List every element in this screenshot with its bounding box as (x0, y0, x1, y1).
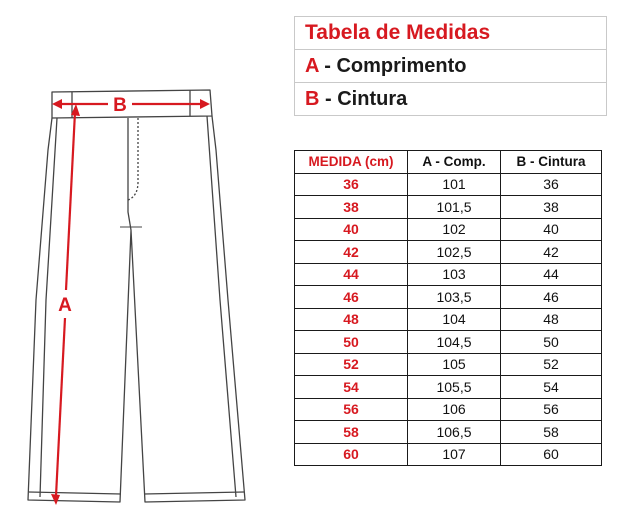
size-table-header (295, 151, 602, 174)
cell-waist: 38 (501, 196, 602, 219)
legend-title: Tabela de Medidas (295, 17, 607, 50)
cell-length: 103 (408, 263, 501, 286)
hem-right (144, 492, 244, 494)
label-a: A (58, 295, 72, 316)
cell-waist: 40 (501, 218, 602, 241)
cell-waist: 56 (501, 398, 602, 421)
table-row (295, 331, 602, 354)
cell-waist: 52 (501, 353, 602, 376)
table-row (295, 286, 602, 309)
table-row (295, 241, 602, 264)
fly (128, 118, 131, 230)
size-table (294, 150, 602, 466)
legend-row-b (295, 83, 607, 116)
cell-size: 56 (295, 398, 408, 421)
table-row (295, 398, 602, 421)
cell-size: 42 (295, 241, 408, 264)
cell-length: 104,5 (408, 331, 501, 354)
cell-waist: 50 (501, 331, 602, 354)
cell-size: 60 (295, 443, 408, 466)
cell-length: 101,5 (408, 196, 501, 219)
legend-letter-a: A (305, 54, 319, 77)
cell-size: 52 (295, 353, 408, 376)
cell-waist: 46 (501, 286, 602, 309)
cell-size: 58 (295, 421, 408, 444)
cell-size: 44 (295, 263, 408, 286)
cell-size: 48 (295, 308, 408, 331)
table-row (295, 263, 602, 286)
table-row (295, 421, 602, 444)
legend-letter-b: B (305, 87, 320, 110)
fly-stitch (128, 118, 138, 200)
pants-diagram (0, 0, 270, 522)
legend-text-b: - Cintura (319, 87, 408, 110)
label-b: B (113, 95, 127, 116)
cell-waist: 48 (501, 308, 602, 331)
cell-waist: 36 (501, 173, 602, 196)
cell-length: 102,5 (408, 241, 501, 264)
cell-length: 102 (408, 218, 501, 241)
table-row (295, 308, 602, 331)
cell-length: 106 (408, 398, 501, 421)
cell-length: 101 (408, 173, 501, 196)
table-row (295, 376, 602, 399)
legend-table (294, 16, 607, 116)
header-size: MEDIDA (cm) (295, 151, 408, 174)
cell-size: 50 (295, 331, 408, 354)
hem-left (29, 492, 121, 494)
cell-size: 40 (295, 218, 408, 241)
legend-item-b (295, 83, 607, 116)
cell-length: 107 (408, 443, 501, 466)
side-seam-right (207, 116, 236, 497)
cell-waist: 54 (501, 376, 602, 399)
table-row (295, 443, 602, 466)
legend-item-a (295, 50, 607, 83)
cell-waist: 60 (501, 443, 602, 466)
cell-waist: 44 (501, 263, 602, 286)
cell-length: 105 (408, 353, 501, 376)
side-seam-left (40, 118, 57, 497)
cell-length: 106,5 (408, 421, 501, 444)
cell-size: 54 (295, 376, 408, 399)
cell-size: 36 (295, 173, 408, 196)
cell-length: 103,5 (408, 286, 501, 309)
cell-length: 105,5 (408, 376, 501, 399)
legend-title-row (295, 17, 607, 50)
legend-row-a (295, 50, 607, 83)
table-row (295, 218, 602, 241)
cell-waist: 58 (501, 421, 602, 444)
header-length: A - Comp. (408, 151, 501, 174)
cell-length: 104 (408, 308, 501, 331)
header-waist: B - Cintura (501, 151, 602, 174)
cell-size: 46 (295, 286, 408, 309)
table-row (295, 196, 602, 219)
legend-text-a: - Comprimento (318, 54, 467, 77)
table-row (295, 353, 602, 376)
cell-waist: 42 (501, 241, 602, 264)
table-row (295, 173, 602, 196)
cell-size: 38 (295, 196, 408, 219)
